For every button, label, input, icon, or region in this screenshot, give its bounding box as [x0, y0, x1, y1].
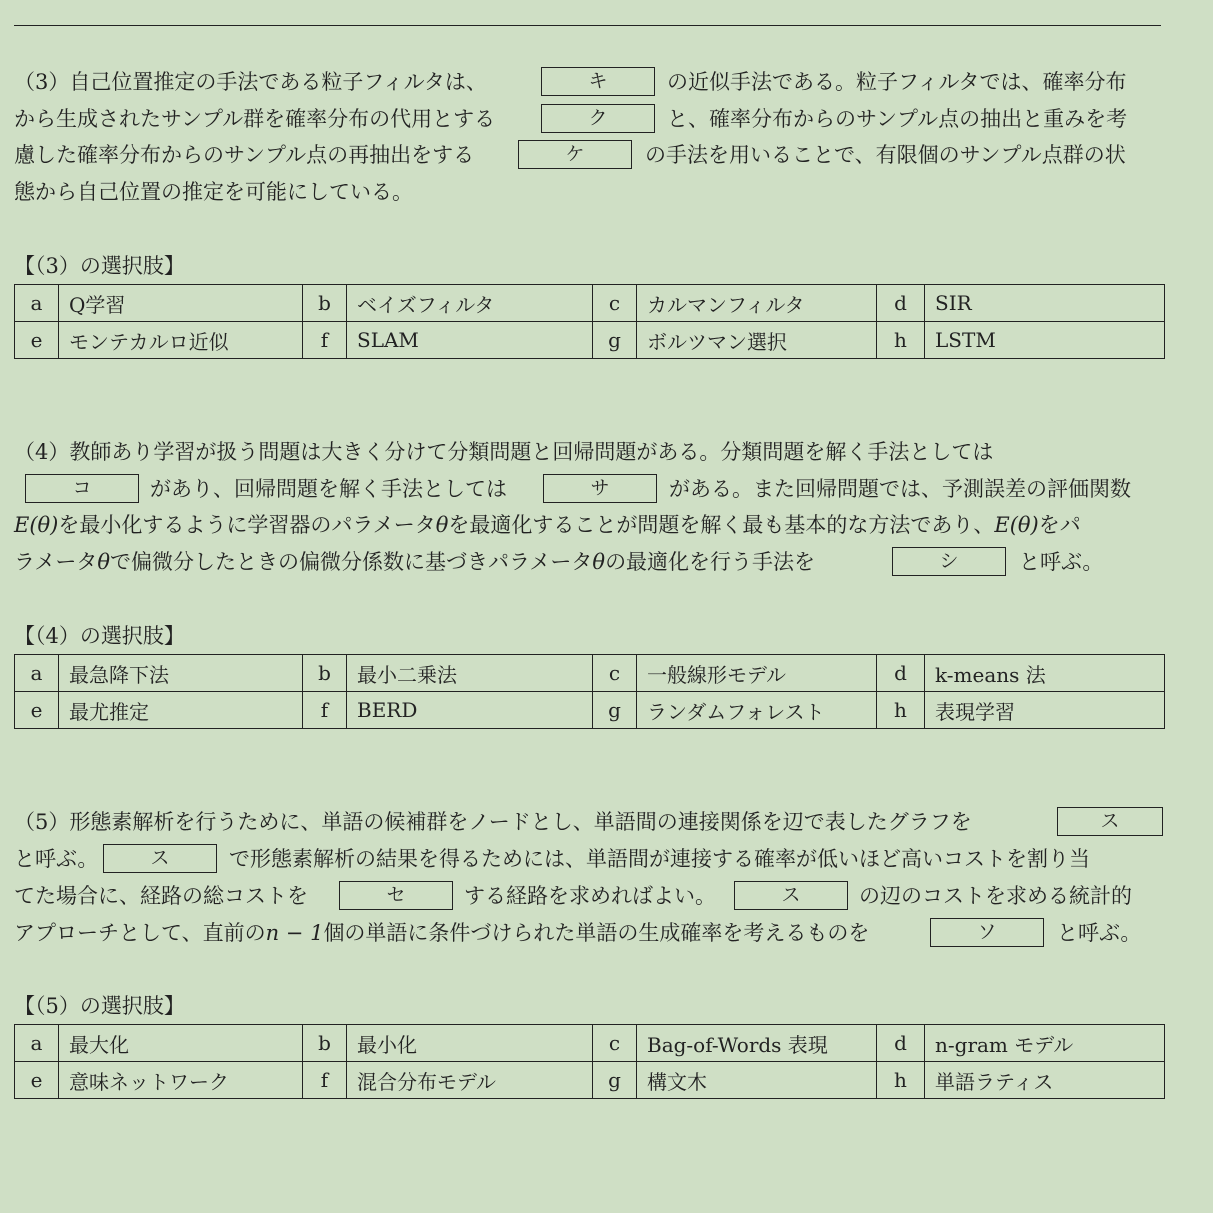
options-row [15, 285, 1165, 322]
option-key: c [593, 655, 637, 692]
top-rule [14, 25, 1161, 26]
option-value: 最小化 [347, 1025, 593, 1062]
option-value: 最尤推定 [59, 692, 303, 729]
q3-text: から生成されたサンプル群を確率分布の代用とする [14, 107, 496, 131]
option-value: 最急降下法 [59, 655, 303, 692]
q3-text: 慮した確率分布からのサンプル点の再抽出をする [14, 143, 475, 167]
blank-se: セ [339, 881, 453, 910]
blank-su: ス [1057, 807, 1163, 836]
option-value: ランダムフォレスト [637, 692, 877, 729]
option-value: 単語ラティス [925, 1062, 1165, 1099]
option-key: d [877, 655, 925, 692]
q5-text: （5）形態素解析を行うために、単語の候補群をノードとし、単語間の連接関係を辺で表したグラフを [14, 810, 972, 834]
q4-text-span: ラメータ [14, 550, 98, 574]
option-value: LSTM [925, 322, 1165, 359]
option-value: 最大化 [59, 1025, 303, 1062]
q4-text [14, 510, 1081, 540]
options-row [15, 322, 1165, 359]
option-value: ボルツマン選択 [637, 322, 877, 359]
option-value: モンテカルロ近似 [59, 322, 303, 359]
q4-text: があり、回帰問題を解く手法としては [150, 477, 507, 501]
q5-text: で形態素解析の結果を得るためには、単語間が連接する確率が低いほど高いコストを割り当 [229, 847, 1090, 871]
option-value: 意味ネットワーク [59, 1062, 303, 1099]
option-value: 一般線形モデル [637, 655, 877, 692]
q4-text-span: の最適化を行う手法を [605, 550, 816, 574]
math-e-theta: E(θ) [14, 513, 59, 537]
option-key: a [15, 655, 59, 692]
option-key: d [877, 1025, 925, 1062]
q4-text-span: をパ [1038, 513, 1081, 537]
math-theta: θ [97, 550, 111, 574]
q4-text-span: で偏微分したときの偏微分係数に基づきパラメータ [110, 550, 593, 574]
option-key: e [15, 692, 59, 729]
option-key: b [303, 655, 347, 692]
option-key: d [877, 285, 925, 322]
q4-text: と呼ぶ。 [1019, 550, 1104, 574]
option-value: カルマンフィルタ [637, 285, 877, 322]
math-theta: θ [435, 513, 449, 537]
option-key: f [303, 692, 347, 729]
option-key: c [593, 285, 637, 322]
q3-text: 態から自己位置の推定を可能にしている。 [14, 180, 413, 204]
q4-text: がある。また回帰問題では、予測誤差の評価関数 [669, 477, 1131, 501]
option-key: b [303, 1025, 347, 1062]
q4-text [14, 547, 815, 577]
options-5-table [14, 1024, 1165, 1099]
blank-shi: シ [892, 547, 1006, 576]
q5-text [14, 918, 869, 948]
option-value: ベイズフィルタ [347, 285, 593, 322]
options-row [15, 1025, 1165, 1062]
q5-text-span: アプローチとして、直前の [14, 921, 266, 945]
option-key: f [303, 1062, 347, 1099]
option-value: SIR [925, 285, 1165, 322]
option-key: h [877, 692, 925, 729]
options-3-title: 【（3）の選択肢】 [14, 254, 185, 278]
option-value: n-gram モデル [925, 1025, 1165, 1062]
q3-text: と、確率分布からのサンプル点の抽出と重みを考 [667, 107, 1128, 131]
q5-text: と呼ぶ。 [1057, 921, 1142, 945]
options-4-title: 【（4）の選択肢】 [14, 624, 185, 648]
blank-su: ス [103, 844, 217, 873]
blank-so: ソ [930, 918, 1044, 947]
math-n-minus-1: n − 1 [265, 921, 324, 945]
option-key: e [15, 1062, 59, 1099]
q4-text-span: を最適化することが問題を解く最も基本的な方法であり、 [448, 513, 995, 537]
q5-text: の辺のコストを求める統計的 [859, 884, 1132, 908]
q4-text: （4）教師あり学習が扱う問題は大きく分けて分類問題と回帰問題がある。分類問題を解く手法としては [14, 440, 994, 464]
blank-ke: ケ [518, 140, 632, 169]
option-key: h [877, 322, 925, 359]
q5-text: と呼ぶ。 [14, 847, 99, 871]
option-key: e [15, 322, 59, 359]
option-value: 最小二乗法 [347, 655, 593, 692]
option-key: c [593, 1025, 637, 1062]
q3-text: の手法を用いることで、有限個のサンプル点群の状 [645, 143, 1126, 167]
option-value: 構文木 [637, 1062, 877, 1099]
option-key: g [593, 1062, 637, 1099]
blank-sa: サ [543, 474, 657, 503]
option-value: k-means 法 [925, 655, 1165, 692]
options-row [15, 692, 1165, 729]
math-e-theta: E(θ) [994, 513, 1039, 537]
option-key: g [593, 692, 637, 729]
option-key: f [303, 322, 347, 359]
options-5-title: 【（5）の選択肢】 [14, 994, 185, 1018]
blank-ku: ク [541, 104, 655, 133]
options-4-table [14, 654, 1165, 729]
option-key: a [15, 285, 59, 322]
q3-text: の近似手法である。粒子フィルタでは、確率分布 [667, 70, 1127, 94]
options-row [15, 1062, 1165, 1099]
blank-su: ス [734, 881, 848, 910]
option-value: SLAM [347, 322, 593, 359]
q3-text: （3）自己位置推定の手法である粒子フィルタは、 [14, 70, 487, 94]
q5-text-span: 個の単語に条件づけられた単語の生成確率を考えるものを [323, 921, 870, 945]
option-value: 混合分布モデル [347, 1062, 593, 1099]
option-value: Bag-of-Words 表現 [637, 1025, 877, 1062]
q5-text: てた場合に、経路の総コストを [14, 884, 308, 908]
blank-ki: キ [541, 67, 655, 96]
option-value: 表現学習 [925, 692, 1165, 729]
options-row [15, 655, 1165, 692]
options-3-table [14, 284, 1165, 359]
q4-text-span: を最小化するように学習器のパラメータ [58, 513, 436, 537]
option-key: a [15, 1025, 59, 1062]
option-value: Q学習 [59, 285, 303, 322]
blank-ko: コ [25, 474, 139, 503]
option-value: BERD [347, 692, 593, 729]
math-theta: θ [592, 550, 606, 574]
option-key: b [303, 285, 347, 322]
q5-text: する経路を求めればよい。 [464, 884, 716, 908]
option-key: g [593, 322, 637, 359]
option-key: h [877, 1062, 925, 1099]
